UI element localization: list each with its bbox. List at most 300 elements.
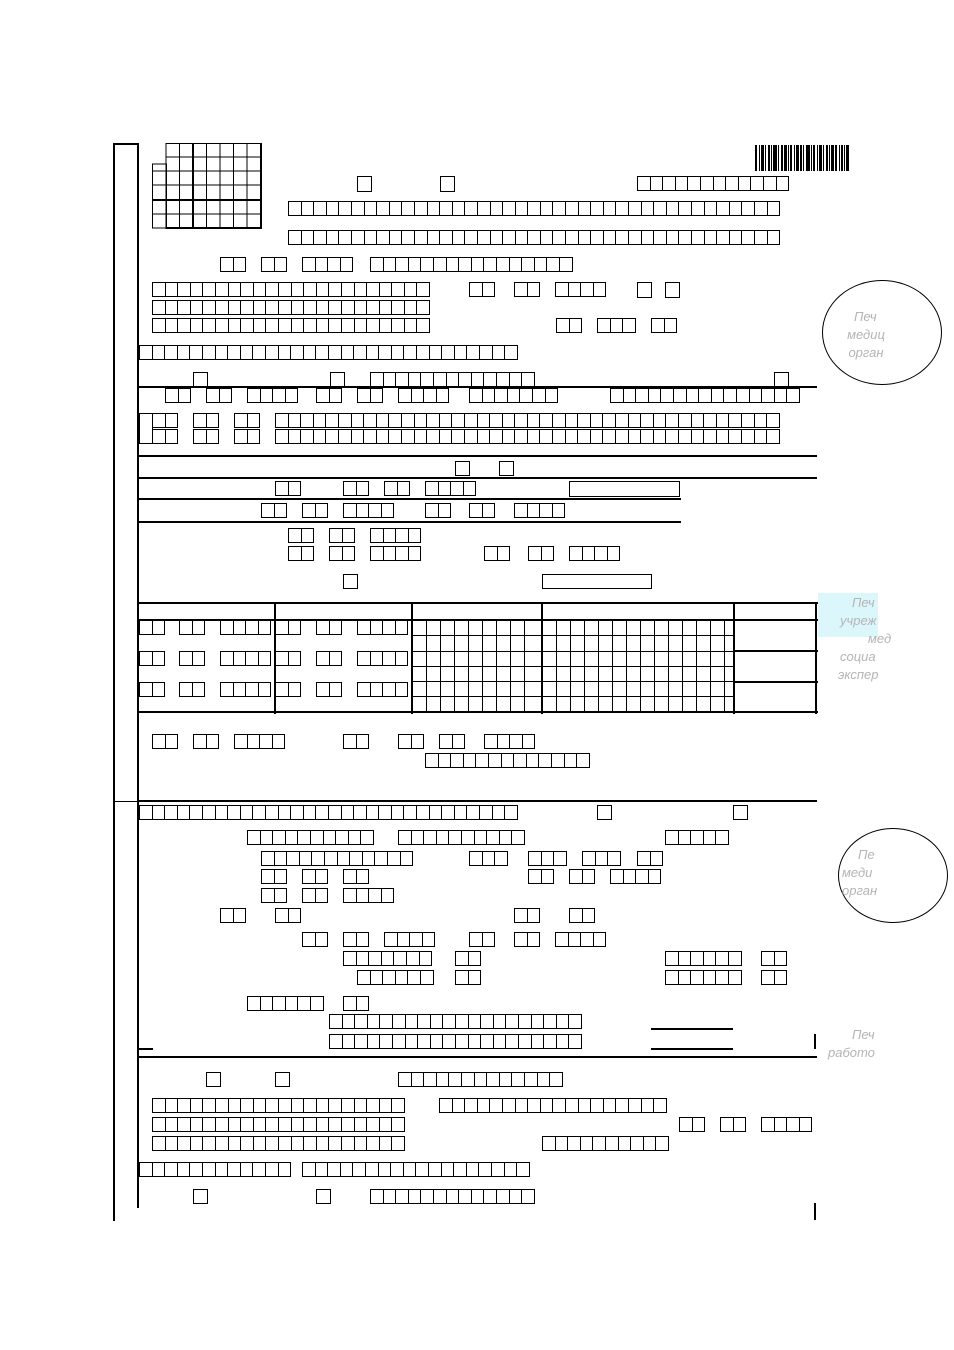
entry-cell[interactable] bbox=[582, 869, 596, 884]
entry-cell[interactable] bbox=[482, 388, 496, 403]
entry-cell[interactable] bbox=[660, 388, 674, 403]
entry-cell[interactable] bbox=[233, 908, 247, 923]
entry-cell[interactable] bbox=[556, 1014, 570, 1029]
date-d1[interactable] bbox=[288, 546, 314, 561]
sum-4-kop[interactable] bbox=[761, 970, 787, 985]
entry-cell[interactable] bbox=[662, 176, 676, 191]
entry-cell[interactable] bbox=[240, 805, 254, 820]
entry-cell[interactable] bbox=[189, 805, 203, 820]
r2a[interactable] bbox=[261, 888, 287, 903]
entry-cell[interactable] bbox=[215, 345, 229, 360]
entry-cell[interactable] bbox=[139, 651, 153, 666]
entry-cell[interactable] bbox=[531, 1034, 545, 1049]
entry-cell[interactable] bbox=[233, 257, 247, 272]
entry-cell[interactable] bbox=[370, 372, 384, 387]
entry-cell[interactable] bbox=[754, 230, 768, 245]
entry-cell[interactable] bbox=[640, 413, 654, 428]
entry-cell[interactable] bbox=[723, 388, 737, 403]
entry-cell[interactable] bbox=[379, 1034, 393, 1049]
entry-cell[interactable] bbox=[441, 345, 455, 360]
entry-cell[interactable] bbox=[703, 830, 717, 845]
entry-cell[interactable] bbox=[678, 413, 692, 428]
entry-cell[interactable] bbox=[261, 851, 275, 866]
entry-cell[interactable] bbox=[389, 201, 403, 216]
entry-cell[interactable] bbox=[665, 429, 679, 444]
entry-cell[interactable] bbox=[228, 1117, 242, 1132]
entry-cell[interactable] bbox=[607, 546, 621, 561]
entry-cell[interactable] bbox=[357, 651, 371, 666]
entry-cell[interactable] bbox=[139, 682, 153, 697]
entry-cell[interactable] bbox=[578, 201, 592, 216]
entry-cell[interactable] bbox=[388, 413, 402, 428]
entry-cell[interactable] bbox=[165, 318, 179, 333]
entry-cell[interactable] bbox=[260, 996, 274, 1011]
entry-cell[interactable] bbox=[665, 830, 679, 845]
entry-cell[interactable] bbox=[774, 951, 788, 966]
entry-cell[interactable] bbox=[754, 201, 768, 216]
entry-cell[interactable] bbox=[316, 620, 330, 635]
entry-cell[interactable] bbox=[329, 1034, 343, 1049]
entry-cell[interactable] bbox=[502, 413, 516, 428]
lower-code-cells[interactable] bbox=[542, 1136, 669, 1151]
entry-cell[interactable] bbox=[408, 372, 422, 387]
lower-right-cells[interactable] bbox=[302, 1162, 530, 1177]
entry-cell[interactable] bbox=[152, 429, 166, 444]
entry-cell[interactable] bbox=[240, 318, 254, 333]
entry-cell[interactable] bbox=[354, 1117, 368, 1132]
entry-cell[interactable] bbox=[240, 1136, 254, 1151]
entry-cell[interactable] bbox=[425, 753, 439, 768]
entry-cell[interactable] bbox=[278, 1117, 292, 1132]
entry-cell[interactable] bbox=[215, 282, 229, 297]
r4d[interactable] bbox=[469, 932, 495, 947]
entry-cell[interactable] bbox=[245, 651, 259, 666]
entry-cell[interactable] bbox=[482, 282, 496, 297]
entry-cell[interactable] bbox=[177, 300, 191, 315]
entry-cell[interactable] bbox=[518, 1014, 532, 1029]
entry-cell[interactable] bbox=[416, 300, 430, 315]
entry-cell[interactable] bbox=[767, 201, 781, 216]
entry-cell[interactable] bbox=[464, 1098, 478, 1113]
entry-cell[interactable] bbox=[716, 201, 730, 216]
entry-cell[interactable] bbox=[471, 372, 485, 387]
entry-cell[interactable] bbox=[482, 851, 496, 866]
issue-day[interactable] bbox=[220, 257, 246, 272]
entry-cell[interactable] bbox=[565, 201, 579, 216]
entry-cell[interactable] bbox=[509, 372, 523, 387]
entry-cell[interactable] bbox=[408, 546, 422, 561]
entry-cell[interactable] bbox=[202, 1136, 216, 1151]
entry-cell[interactable] bbox=[401, 230, 415, 245]
entry-cell[interactable] bbox=[650, 851, 664, 866]
next-sheet-cells[interactable] bbox=[425, 753, 590, 768]
entry-cell[interactable] bbox=[382, 970, 396, 985]
checkbox-j[interactable] bbox=[733, 805, 748, 820]
entry-cell[interactable] bbox=[253, 1136, 267, 1151]
entry-cell[interactable] bbox=[291, 300, 305, 315]
entry-cell[interactable] bbox=[628, 429, 642, 444]
entry-cell[interactable] bbox=[454, 345, 468, 360]
entry-cell[interactable] bbox=[303, 282, 317, 297]
entry-cell[interactable] bbox=[288, 651, 302, 666]
entry-cell[interactable] bbox=[615, 1098, 629, 1113]
entry-cell[interactable] bbox=[383, 528, 397, 543]
entry-cell[interactable] bbox=[379, 300, 393, 315]
entry-cell[interactable] bbox=[665, 970, 679, 985]
entry-cell[interactable] bbox=[395, 970, 409, 985]
entry-cell[interactable] bbox=[379, 1098, 393, 1113]
entry-cell[interactable] bbox=[568, 1014, 582, 1029]
entry-cell[interactable] bbox=[615, 413, 629, 428]
entry-cell[interactable] bbox=[497, 546, 511, 561]
entry-cell[interactable] bbox=[152, 282, 166, 297]
entry-cell[interactable] bbox=[335, 830, 349, 845]
entry-cell[interactable] bbox=[483, 1189, 497, 1204]
name-cells[interactable] bbox=[152, 300, 430, 315]
entry-cell[interactable] bbox=[303, 805, 317, 820]
entry-cell[interactable] bbox=[291, 318, 305, 333]
entry-cell[interactable] bbox=[469, 851, 483, 866]
code-b[interactable] bbox=[206, 388, 232, 403]
entry-cell[interactable] bbox=[233, 682, 247, 697]
sum-3[interactable] bbox=[357, 970, 434, 985]
entry-cell[interactable] bbox=[568, 932, 582, 947]
entry-cell[interactable] bbox=[653, 230, 667, 245]
patronymic-cells[interactable] bbox=[152, 318, 430, 333]
entry-cell[interactable] bbox=[343, 996, 357, 1011]
entry-cell[interactable] bbox=[556, 318, 570, 333]
entry-cell[interactable] bbox=[615, 429, 629, 444]
entry-cell[interactable] bbox=[329, 620, 343, 635]
checkbox-c[interactable] bbox=[193, 372, 208, 387]
entry-cell[interactable] bbox=[511, 1072, 525, 1087]
entry-cell[interactable] bbox=[552, 201, 566, 216]
entry-cell[interactable] bbox=[464, 230, 478, 245]
entry-cell[interactable] bbox=[382, 651, 396, 666]
entry-cell[interactable] bbox=[527, 1098, 541, 1113]
date-b5[interactable] bbox=[469, 503, 495, 518]
next-y[interactable] bbox=[484, 734, 535, 749]
t1-from-m[interactable] bbox=[179, 620, 205, 635]
entry-cell[interactable] bbox=[416, 345, 430, 360]
entry-cell[interactable] bbox=[690, 951, 704, 966]
r3c[interactable] bbox=[514, 908, 540, 923]
entry-cell[interactable] bbox=[313, 413, 327, 428]
entry-cell[interactable] bbox=[278, 345, 292, 360]
entry-cell[interactable] bbox=[326, 201, 340, 216]
entry-cell[interactable] bbox=[493, 1034, 507, 1049]
entry-cell[interactable] bbox=[623, 388, 637, 403]
entry-cell[interactable] bbox=[261, 869, 275, 884]
entry-cell[interactable] bbox=[275, 413, 289, 428]
entry-cell[interactable] bbox=[206, 734, 220, 749]
entry-cell[interactable] bbox=[452, 230, 466, 245]
open-field-2[interactable] bbox=[542, 574, 652, 589]
date-b2[interactable] bbox=[302, 503, 328, 518]
entry-cell[interactable] bbox=[351, 413, 365, 428]
entry-cell[interactable] bbox=[290, 345, 304, 360]
entry-cell[interactable] bbox=[420, 1189, 434, 1204]
entry-cell[interactable] bbox=[329, 528, 343, 543]
entry-cell[interactable] bbox=[489, 413, 503, 428]
entry-cell[interactable] bbox=[391, 805, 405, 820]
entry-cell[interactable] bbox=[411, 830, 425, 845]
rel-1-name[interactable] bbox=[275, 413, 780, 428]
entry-cell[interactable] bbox=[429, 345, 443, 360]
entry-cell[interactable] bbox=[391, 345, 405, 360]
entry-cell[interactable] bbox=[351, 201, 365, 216]
entry-cell[interactable] bbox=[415, 1162, 429, 1177]
checkbox-duplicate[interactable] bbox=[357, 176, 372, 192]
lower-last-cells[interactable] bbox=[370, 1189, 535, 1204]
entry-cell[interactable] bbox=[552, 413, 566, 428]
entry-cell[interactable] bbox=[275, 908, 289, 923]
entry-cell[interactable] bbox=[448, 830, 462, 845]
entry-cell[interactable] bbox=[288, 201, 302, 216]
entry-cell[interactable] bbox=[177, 805, 191, 820]
entry-cell[interactable] bbox=[288, 481, 302, 496]
entry-cell[interactable] bbox=[703, 970, 717, 985]
checkbox-i[interactable] bbox=[597, 805, 612, 820]
entry-cell[interactable] bbox=[482, 932, 496, 947]
entry-cell[interactable] bbox=[253, 1098, 267, 1113]
entry-cell[interactable] bbox=[370, 1189, 384, 1204]
entry-cell[interactable] bbox=[139, 345, 153, 360]
entry-cell[interactable] bbox=[193, 429, 207, 444]
entry-cell[interactable] bbox=[192, 651, 206, 666]
entry-cell[interactable] bbox=[564, 753, 578, 768]
entry-cell[interactable] bbox=[582, 851, 596, 866]
entry-cell[interactable] bbox=[514, 908, 528, 923]
entry-cell[interactable] bbox=[469, 282, 483, 297]
rel-1b[interactable] bbox=[193, 413, 219, 428]
entry-cell[interactable] bbox=[368, 951, 382, 966]
entry-cell[interactable] bbox=[393, 951, 407, 966]
entry-cell[interactable] bbox=[686, 388, 700, 403]
entry-cell[interactable] bbox=[452, 734, 466, 749]
entry-cell[interactable] bbox=[446, 257, 460, 272]
entry-cell[interactable] bbox=[354, 1034, 368, 1049]
entry-cell[interactable] bbox=[315, 345, 329, 360]
rel-2b[interactable] bbox=[193, 429, 219, 444]
entry-cell[interactable] bbox=[728, 429, 742, 444]
entry-cell[interactable] bbox=[509, 734, 523, 749]
entry-cell[interactable] bbox=[310, 996, 324, 1011]
entry-cell[interactable] bbox=[219, 388, 233, 403]
entry-cell[interactable] bbox=[245, 620, 259, 635]
entry-cell[interactable] bbox=[514, 429, 528, 444]
t3-to-m[interactable] bbox=[316, 682, 342, 697]
entry-cell[interactable] bbox=[527, 503, 541, 518]
entry-cell[interactable] bbox=[357, 388, 371, 403]
entry-cell[interactable] bbox=[368, 888, 382, 903]
entry-cell[interactable] bbox=[391, 1098, 405, 1113]
entry-cell[interactable] bbox=[356, 481, 370, 496]
entry-cell[interactable] bbox=[202, 1098, 216, 1113]
r2b[interactable] bbox=[302, 888, 328, 903]
entry-cell[interactable] bbox=[429, 805, 443, 820]
entry-cell[interactable] bbox=[316, 1136, 330, 1151]
lower-number-cells[interactable] bbox=[398, 1072, 563, 1087]
entry-cell[interactable] bbox=[678, 951, 692, 966]
entry-cell[interactable] bbox=[590, 201, 604, 216]
entry-cell[interactable] bbox=[247, 996, 261, 1011]
entry-cell[interactable] bbox=[433, 372, 447, 387]
entry-cell[interactable] bbox=[152, 1136, 166, 1151]
entry-cell[interactable] bbox=[392, 1034, 406, 1049]
entry-cell[interactable] bbox=[363, 429, 377, 444]
entry-cell[interactable] bbox=[713, 176, 727, 191]
entry-cell[interactable] bbox=[469, 388, 483, 403]
entry-cell[interactable] bbox=[370, 651, 384, 666]
code-g[interactable] bbox=[469, 388, 558, 403]
entry-cell[interactable] bbox=[450, 753, 464, 768]
entry-cell[interactable] bbox=[354, 318, 368, 333]
entry-cell[interactable] bbox=[328, 300, 342, 315]
entry-cell[interactable] bbox=[202, 1162, 216, 1177]
entry-cell[interactable] bbox=[715, 951, 729, 966]
entry-cell[interactable] bbox=[265, 805, 279, 820]
entry-cell[interactable] bbox=[428, 1162, 442, 1177]
entry-cell[interactable] bbox=[514, 932, 528, 947]
entry-cell[interactable] bbox=[313, 429, 327, 444]
entry-cell[interactable] bbox=[728, 413, 742, 428]
entry-cell[interactable] bbox=[427, 230, 441, 245]
entry-cell[interactable] bbox=[494, 388, 508, 403]
sum-3-kop[interactable] bbox=[455, 970, 481, 985]
entry-cell[interactable] bbox=[703, 429, 717, 444]
entry-cell[interactable] bbox=[452, 1098, 466, 1113]
period-day[interactable] bbox=[556, 318, 582, 333]
entry-cell[interactable] bbox=[420, 257, 434, 272]
entry-cell[interactable] bbox=[253, 1117, 267, 1132]
entry-cell[interactable] bbox=[559, 257, 573, 272]
entry-cell[interactable] bbox=[691, 201, 705, 216]
entry-cell[interactable] bbox=[403, 805, 417, 820]
entry-cell[interactable] bbox=[152, 651, 166, 666]
entry-cell[interactable] bbox=[615, 230, 629, 245]
entry-cell[interactable] bbox=[666, 230, 680, 245]
entry-cell[interactable] bbox=[252, 1162, 266, 1177]
entry-cell[interactable] bbox=[356, 951, 370, 966]
entry-cell[interactable] bbox=[193, 413, 207, 428]
entry-cell[interactable] bbox=[497, 734, 511, 749]
entry-cell[interactable] bbox=[704, 230, 718, 245]
entry-cell[interactable] bbox=[274, 888, 288, 903]
entry-cell[interactable] bbox=[540, 201, 554, 216]
employer-name-cells[interactable] bbox=[139, 805, 518, 820]
entry-cell[interactable] bbox=[404, 282, 418, 297]
code-c[interactable] bbox=[247, 388, 298, 403]
r3a[interactable] bbox=[220, 908, 246, 923]
entry-cell[interactable] bbox=[192, 620, 206, 635]
entry-cell[interactable] bbox=[165, 1136, 179, 1151]
entry-cell[interactable] bbox=[368, 503, 382, 518]
entry-cell[interactable] bbox=[278, 1136, 292, 1151]
entry-cell[interactable] bbox=[690, 970, 704, 985]
entry-cell[interactable] bbox=[152, 345, 166, 360]
entry-cell[interactable] bbox=[261, 888, 275, 903]
entry-cell[interactable] bbox=[395, 651, 409, 666]
entry-cell[interactable] bbox=[733, 1117, 747, 1132]
entry-cell[interactable] bbox=[468, 1034, 482, 1049]
entry-cell[interactable] bbox=[615, 201, 629, 216]
r4a[interactable] bbox=[302, 932, 328, 947]
entry-cell[interactable] bbox=[370, 528, 384, 543]
checkbox-f[interactable] bbox=[455, 461, 470, 476]
entry-cell[interactable] bbox=[531, 1014, 545, 1029]
entry-cell[interactable] bbox=[356, 503, 370, 518]
entry-cell[interactable] bbox=[539, 429, 553, 444]
entry-cell[interactable] bbox=[425, 503, 439, 518]
lower-surname-cells[interactable] bbox=[152, 1098, 405, 1113]
entry-cell[interactable] bbox=[179, 651, 193, 666]
entry-cell[interactable] bbox=[466, 805, 480, 820]
stage-m[interactable] bbox=[528, 851, 567, 866]
subordination-cells[interactable] bbox=[398, 830, 525, 845]
org-name-cells[interactable] bbox=[288, 201, 780, 216]
entry-cell[interactable] bbox=[152, 318, 166, 333]
entry-cell[interactable] bbox=[543, 1034, 557, 1049]
rel-2c[interactable] bbox=[234, 429, 260, 444]
entry-cell[interactable] bbox=[477, 429, 491, 444]
lower-patronymic-cells[interactable] bbox=[152, 1136, 405, 1151]
entry-cell[interactable] bbox=[177, 345, 191, 360]
code-f[interactable] bbox=[398, 388, 449, 403]
entry-cell[interactable] bbox=[234, 413, 248, 428]
checkbox-d[interactable] bbox=[330, 372, 345, 387]
entry-cell[interactable] bbox=[301, 546, 315, 561]
open-field-1[interactable] bbox=[569, 481, 680, 497]
insurance-cells[interactable] bbox=[261, 851, 413, 866]
entry-cell[interactable] bbox=[360, 830, 374, 845]
entry-cell[interactable] bbox=[653, 429, 667, 444]
entry-cell[interactable] bbox=[419, 951, 433, 966]
entry-cell[interactable] bbox=[383, 372, 397, 387]
entry-cell[interactable] bbox=[496, 1189, 510, 1204]
entry-cell[interactable] bbox=[450, 481, 464, 496]
entry-cell[interactable] bbox=[366, 282, 380, 297]
entry-cell[interactable] bbox=[258, 682, 272, 697]
entry-cell[interactable] bbox=[486, 1072, 500, 1087]
entry-cell[interactable] bbox=[190, 1098, 204, 1113]
entry-cell[interactable] bbox=[401, 201, 415, 216]
entry-cell[interactable] bbox=[451, 429, 465, 444]
entry-cell[interactable] bbox=[715, 830, 729, 845]
issue-month[interactable] bbox=[261, 257, 287, 272]
entry-cell[interactable] bbox=[190, 1136, 204, 1151]
employer-cells[interactable] bbox=[139, 345, 518, 360]
entry-cell[interactable] bbox=[458, 372, 472, 387]
entry-cell[interactable] bbox=[484, 734, 498, 749]
entry-cell[interactable] bbox=[493, 1014, 507, 1029]
entry-cell[interactable] bbox=[328, 1117, 342, 1132]
entry-cell[interactable] bbox=[288, 908, 302, 923]
entry-cell[interactable] bbox=[261, 257, 275, 272]
entry-cell[interactable] bbox=[551, 753, 565, 768]
date-b6[interactable] bbox=[514, 503, 565, 518]
entry-cell[interactable] bbox=[509, 257, 523, 272]
entry-cell[interactable] bbox=[177, 282, 191, 297]
date-b3[interactable] bbox=[343, 503, 394, 518]
entry-cell[interactable] bbox=[666, 201, 680, 216]
entry-cell[interactable] bbox=[215, 300, 229, 315]
entry-cell[interactable] bbox=[340, 257, 354, 272]
entry-cell[interactable] bbox=[382, 682, 396, 697]
entry-cell[interactable] bbox=[527, 932, 541, 947]
entry-cell[interactable] bbox=[190, 318, 204, 333]
checkbox-m[interactable] bbox=[193, 1189, 208, 1204]
